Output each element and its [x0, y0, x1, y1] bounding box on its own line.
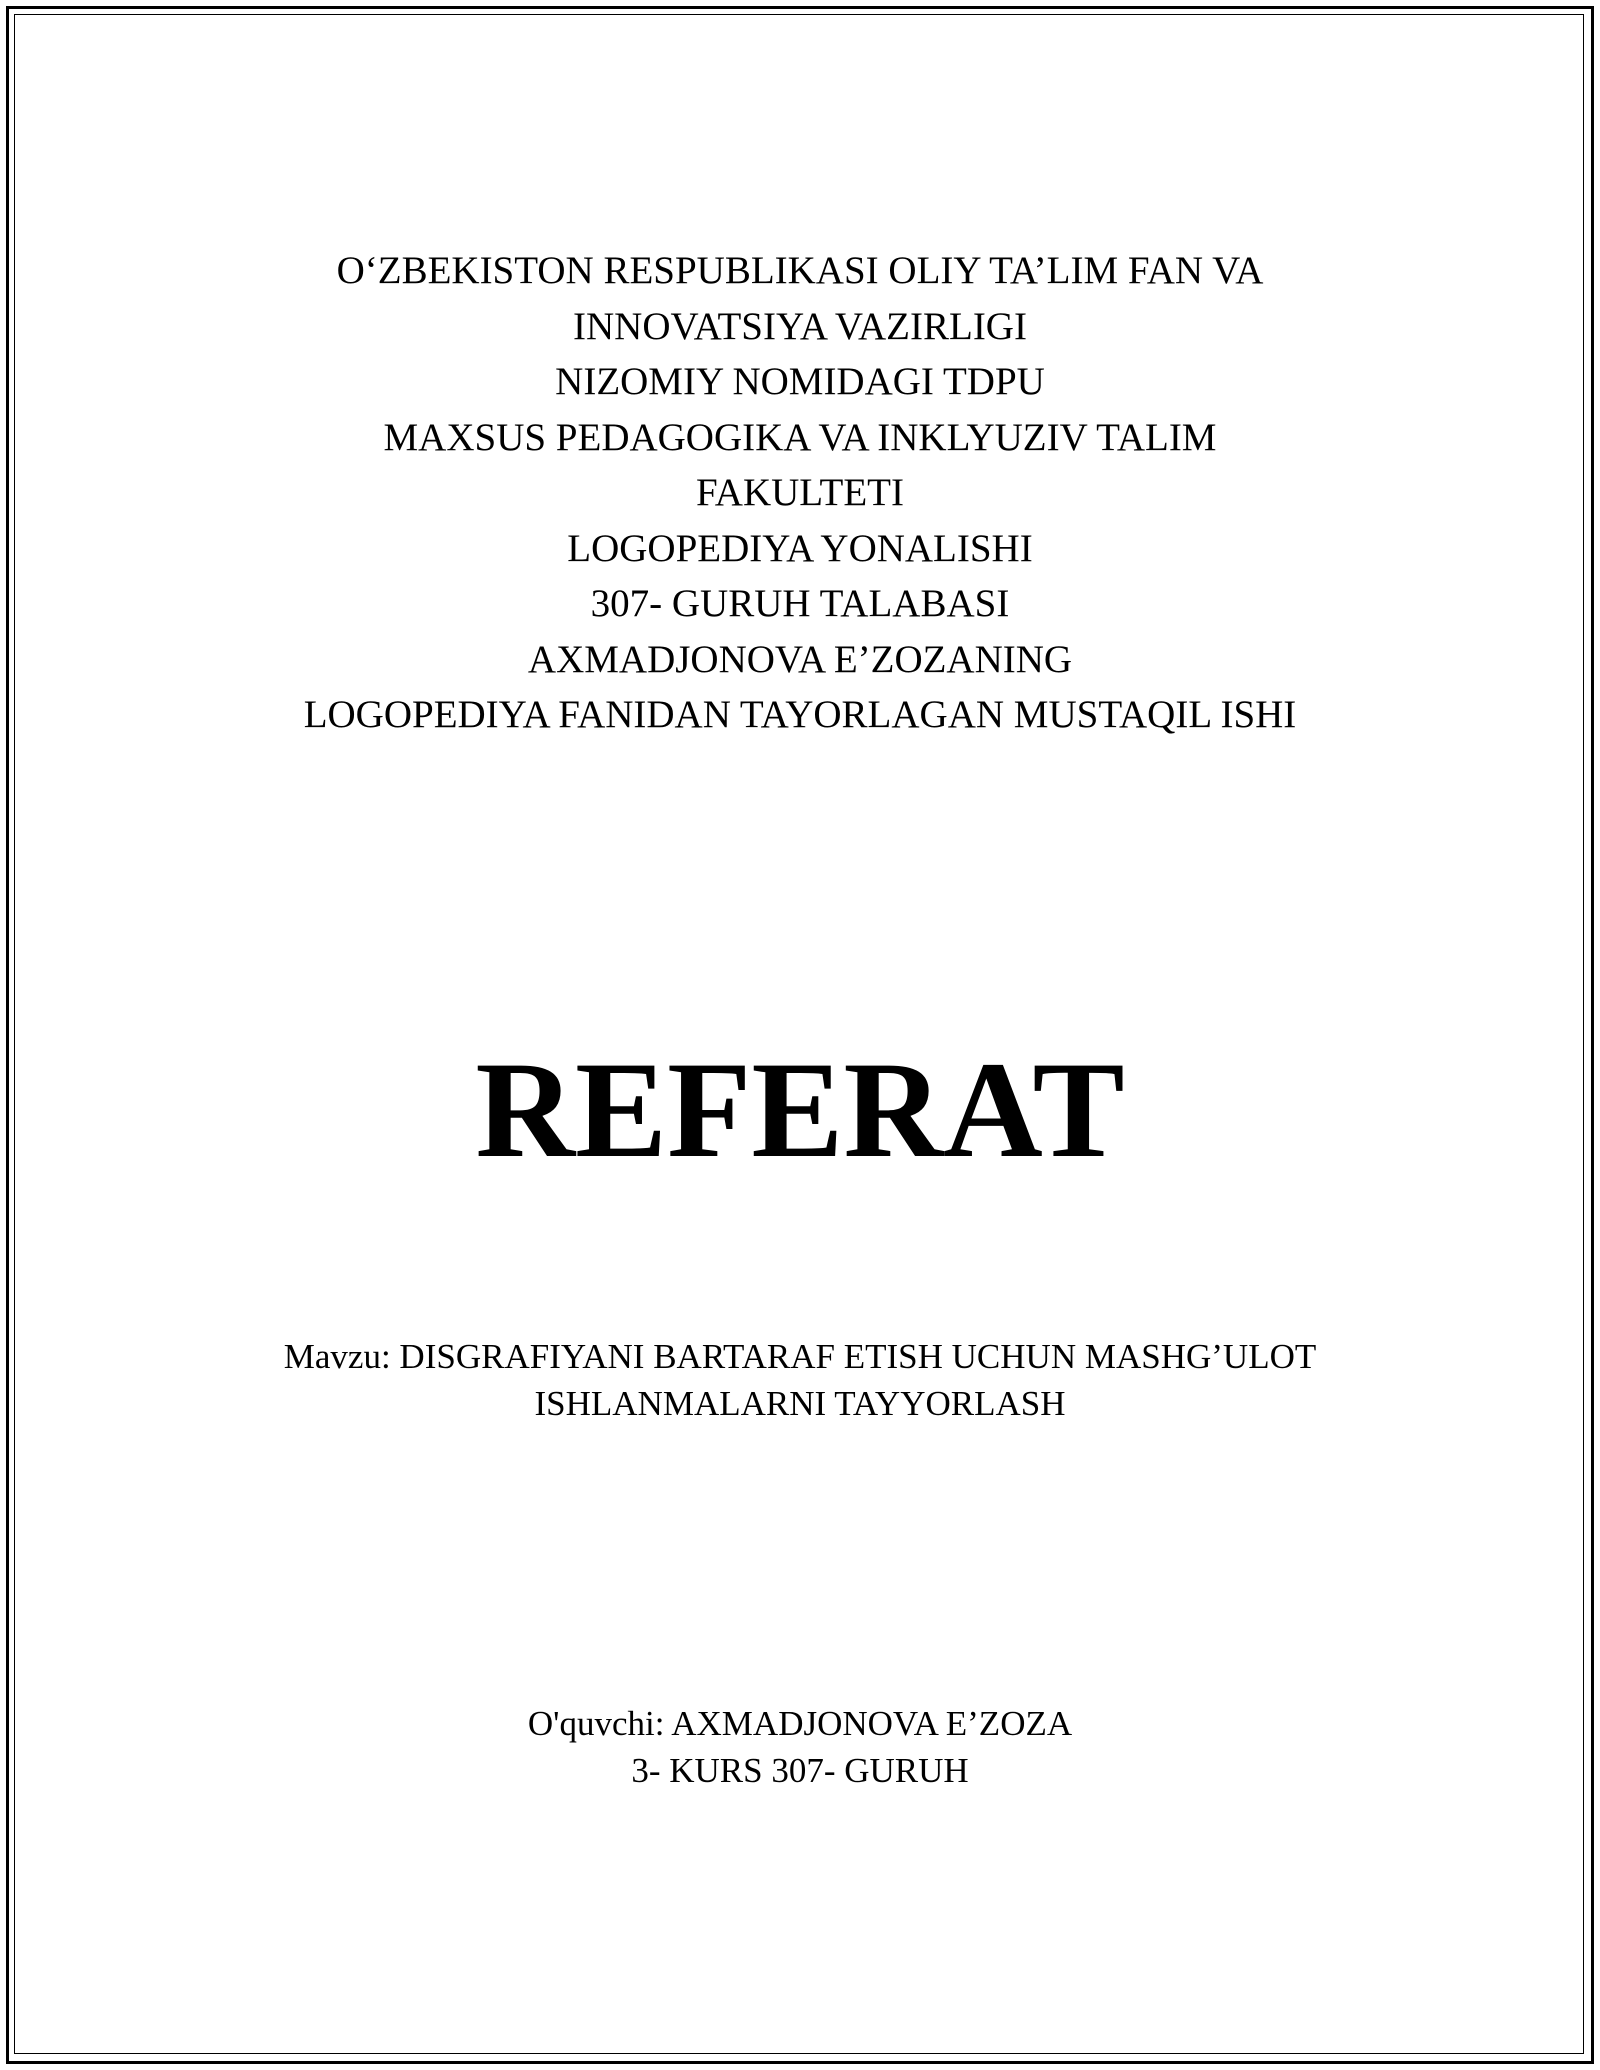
header-line-ministry: O‘ZBEKISTON RESPUBLIKASI OLIY TA’LIM FAN VA: [336, 249, 1264, 292]
student-course-group: 3- KURS 307- GURUH: [631, 1751, 969, 1790]
header-line-ministry-cont: INNOVATSIYA VAZIRLIGI: [573, 304, 1027, 348]
student-block: [0, 1700, 1600, 1794]
header-line-university: NIZOMIY NOMIDAGI TDPU: [555, 360, 1045, 403]
header-line-group: 307- GURUH TALABASI: [590, 582, 1010, 625]
topic-line-1: Mavzu: DISGRAFIYANI BARTARAF ETISH UCHUN MASHG’ULOT: [283, 1337, 1317, 1376]
institution-header: [0, 243, 1600, 743]
header-line-work-description: LOGOPEDIYA FANIDAN TAYORLAGAN MUSTAQIL ISHI: [303, 693, 1297, 736]
header-line-faculty-cont: FAKULTETI: [696, 471, 904, 514]
student-name: O'quvchi: AXMADJONOVA E’ZOZA: [527, 1704, 1073, 1743]
header-line-author: AXMADJONOVA E’ZOZANING: [527, 637, 1073, 681]
topic-block: [0, 1333, 1600, 1427]
header-line-faculty: MAXSUS PEDAGOGIKA VA INKLYUZIV TALIM: [383, 415, 1217, 459]
topic-line-2: ISHLANMALARNI TAYYORLASH: [534, 1384, 1066, 1423]
document-title: REFERAT: [475, 1033, 1125, 1186]
header-line-direction: LOGOPEDIYA YONALISHI: [567, 526, 1033, 570]
